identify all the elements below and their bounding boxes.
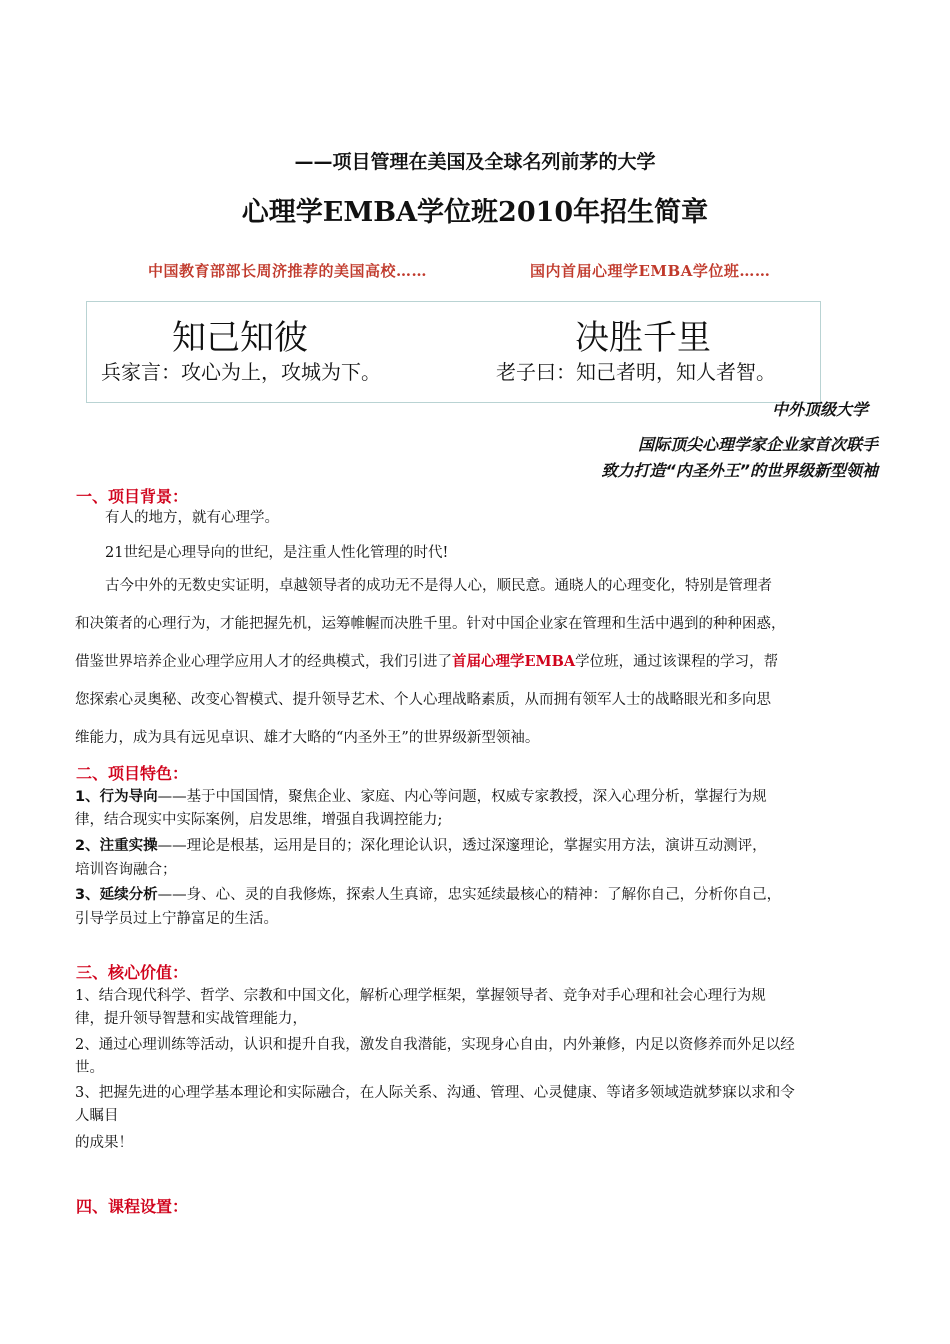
section-heading-curriculum: 四、课程设置： <box>76 1197 189 1216</box>
section-heading-core-value: 三、核心价值： <box>76 963 189 982</box>
feature-2-line-2: 培训咨询融合； <box>75 862 177 878</box>
bg-paragraph-1: 有人的地方，就有心理学。 <box>105 510 279 526</box>
bg-paragraph-3-line-2: 和决策者的心理行为，才能把握先机，运筹帷幄而决胜千里。针对中国企业家在管理和生活中遇到的种种困惑， <box>75 616 786 632</box>
banner-left-quote: 兵家言：攻心为上，攻城为下。 <box>101 360 381 384</box>
bg-paragraph-3-line-4: 您探索心灵奥秘、改变心智模式、提升领导艺术、个人心理战略素质，从而拥有领军人士的战略眼光和多向思 <box>75 692 771 708</box>
section-heading-background: 一、项目背景： <box>76 487 189 506</box>
tagline-right: 国内首届心理学EMBA学位班…… <box>530 262 771 280</box>
value-line-5: 3、把握先进的心理学基本理论和实际融合，在人际关系、沟通、管理、心灵健康、等诸多领域造就梦寐以求和令 <box>75 1085 795 1101</box>
value-line-7: 的成果！ <box>75 1135 133 1151</box>
value-line-4: 世。 <box>75 1060 104 1076</box>
bg-paragraph-3-line-5: 维能力，成为具有远见卓识、雄才大略的“内圣外王”的世界级新型领袖。 <box>75 730 540 746</box>
slogan-line-1: 中外顶级大学 <box>771 400 868 419</box>
tagline-left: 中国教育部部长周济推荐的美国高校…… <box>148 262 428 280</box>
value-line-6: 人瞩目 <box>75 1108 119 1124</box>
feature-1-line-1 <box>75 787 767 807</box>
feature-3-title: 3、延续分析 <box>75 887 158 903</box>
bg-text-a: 借鉴世界培养企业心理学应用人才的经典模式，我们引进了 <box>75 654 452 670</box>
banner-right-big: 决胜千里 <box>575 318 711 358</box>
feature-3-text: ——身、心、灵的自我修炼，探索人生真谛，忠实延续最核心的精神：了解你自己，分析你自己， <box>157 887 782 903</box>
value-line-3: 2、通过心理训练等活动，认识和提升自我，激发自我潜能，实现身心自由，内外兼修，内足以资修养而外足以经 <box>75 1037 795 1053</box>
feature-1-title: 1、行为导向 <box>75 789 158 805</box>
feature-2-title: 2、注重实操 <box>75 838 158 854</box>
feature-1-text: ——基于中国国情，聚焦企业、家庭、内心等问题，权威专家教授，深入心理分析，掌握行为规 <box>157 789 767 805</box>
feature-1-line-2: 律，结合现实中实际案例，启发思维，增强自我调控能力; <box>75 812 443 828</box>
banner-right-quote: 老子曰：知己者明，知人者智。 <box>496 360 776 384</box>
slogan-line-3: 致力打造“内圣外王”的世界级新型领袖 <box>601 461 878 480</box>
value-line-2: 律，提升领导智慧和实战管理能力， <box>75 1011 307 1027</box>
banner-left-big: 知己知彼 <box>172 318 308 358</box>
bg-text-b: 学位班，通过该课程的学习，帮 <box>575 654 779 670</box>
bg-paragraph-3-line-1: 古今中外的无数史实证明，卓越领导者的成功无不是得人心，顺民意。通晓人的心理变化，特别是管理者 <box>105 578 772 594</box>
feature-3-line-2: 引导学员过上宁静富足的生活。 <box>75 911 278 927</box>
bg-paragraph-2: 21世纪是心理导向的世纪，是注重人性化管理的时代! <box>105 545 449 561</box>
value-line-1: 1、结合现代科学、哲学、宗教和中国文化，解析心理学框架，掌握领导者、竞争对手心理和社会心理行为规 <box>75 988 766 1004</box>
page-title: 心理学EMBA学位班2010年招生简章 <box>241 197 709 228</box>
subtitle: ——项目管理在美国及全球名列前茅的大学 <box>294 151 656 173</box>
section-heading-features: 二、项目特色： <box>76 764 189 783</box>
slogan-line-2: 国际顶尖心理学家企业家首次联手 <box>637 435 878 454</box>
feature-2-line-1 <box>75 836 767 856</box>
bg-paragraph-3-line-3 <box>75 652 778 672</box>
feature-3-line-1 <box>75 885 781 905</box>
feature-2-text: ——理论是根基，运用是目的；深化理论认识，透过深邃理论，掌握实用方法，演讲互动测评， <box>157 838 767 854</box>
bg-highlight: 首届心理学EMBA <box>452 653 576 670</box>
